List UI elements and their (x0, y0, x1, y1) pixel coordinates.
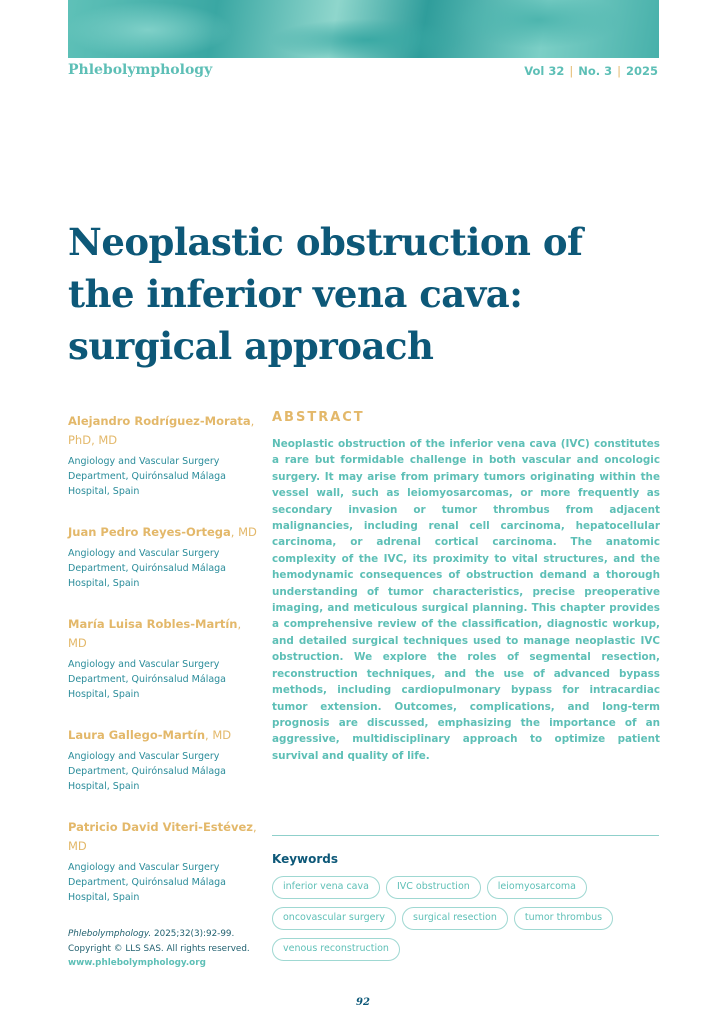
volume: Vol 32 (524, 64, 565, 78)
page-number: 92 (356, 997, 370, 1008)
keyword-tag: leiomyosarcoma (487, 876, 587, 899)
separator: | (569, 64, 574, 78)
keyword-tag: tumor thrombus (514, 907, 613, 930)
author-name: María Luisa Robles-Martín (68, 617, 238, 631)
abstract-text: Neoplastic obstruction of the inferior vena cava (IVC) constitutes a rare but formidable challenge in both vascular and oncologic surgery. It may arise from primary tumors originating within the vessel wall, such as leiomyosarcomas, or more frequently as secondary invasion or tumor thrombus from adjacent malignancies, including renal cell carcinoma, hepatocellular carcinoma, or adrenal cortical carcinoma. The anatomic complexity of the IVC, its proximity to vital structures, and the hemodynamic consequences of obstruction demand a thorough understanding of tumor characteristics, precise preoperative imaging, and meticulous surgical planning. This chapter provides a comprehensive review of the classification, diagnostic workup, and detailed surgical techniques used to manage neoplastic IVC obstruction. We explore the roles of segmental resection, reconstruction techniques, and the use of advanced bypass methods, including cardiopulmonary bypass for intracardiac tumor extension. Outcomes, complications, and long-term prognosis are discussed, emphasizing the importance of an aggressive, multidisciplinary approach to optimize patient survival and quality of life. (272, 438, 660, 762)
copyright: Copyright © LLS SAS. All rights reserved. (68, 943, 250, 954)
keyword-tag: surgical resection (402, 907, 508, 930)
citation-journal: Phlebolymphology. (68, 929, 152, 939)
author-degree: , MD (205, 728, 232, 742)
year: 2025 (625, 64, 658, 78)
author-entry (68, 816, 258, 905)
citation (68, 927, 250, 971)
keywords-list (272, 876, 662, 961)
author-name: Alejandro Rodríguez-Morata (68, 414, 251, 428)
keywords-heading: Keywords (272, 852, 339, 866)
author-degree: , PhD, MD (68, 414, 255, 447)
author-affiliation: Angiology and Vascular Surgery Department, Quirónsalud Málaga Hospital, Spain (68, 862, 227, 903)
divider (272, 835, 659, 836)
separator: | (617, 64, 621, 78)
keyword-tag: inferior vena cava (272, 876, 380, 899)
author-degree: , MD (68, 617, 242, 650)
author-affiliation: Angiology and Vascular Surgery Department, Quirónsalud Málaga Hospital, Spain (68, 659, 227, 700)
author-affiliation: Angiology and Vascular Surgery Department, Quirónsalud Málaga Hospital, Spain (68, 456, 227, 497)
author-name: Laura Gallego-Martín (68, 728, 206, 742)
author-entry (68, 410, 258, 499)
citation-ref: 2025;32(3):92-99. (151, 929, 235, 939)
journal-url-link[interactable]: www.phlebolymphology.org (68, 958, 206, 968)
author-degree: , MD (68, 820, 257, 853)
author-degree: , MD (230, 525, 257, 539)
author-entry (68, 613, 258, 702)
journal-name: Phlebolymphology (68, 62, 213, 78)
article-title: Neoplastic obstruction of the inferior vena cava: surgical approach (68, 220, 583, 368)
issue-info (524, 64, 658, 78)
author-name: Patricio David Viteri-Estévez (68, 820, 253, 834)
author-affiliation: Angiology and Vascular Surgery Department, Quirónsalud Málaga Hospital, Spain (68, 548, 227, 589)
keyword-tag: oncovascular surgery (272, 907, 396, 930)
author-name: Juan Pedro Reyes-Ortega (68, 525, 231, 539)
header-banner-image (68, 0, 659, 58)
author-entry (68, 521, 258, 591)
author-affiliation: Angiology and Vascular Surgery Department, Quirónsalud Málaga Hospital, Spain (68, 751, 227, 792)
authors-list (68, 410, 258, 927)
author-entry (68, 724, 258, 794)
number: No. 3 (578, 64, 613, 78)
abstract-heading: ABSTRACT (272, 410, 365, 425)
keyword-tag: IVC obstruction (386, 876, 481, 899)
keyword-tag: venous reconstruction (272, 938, 400, 961)
